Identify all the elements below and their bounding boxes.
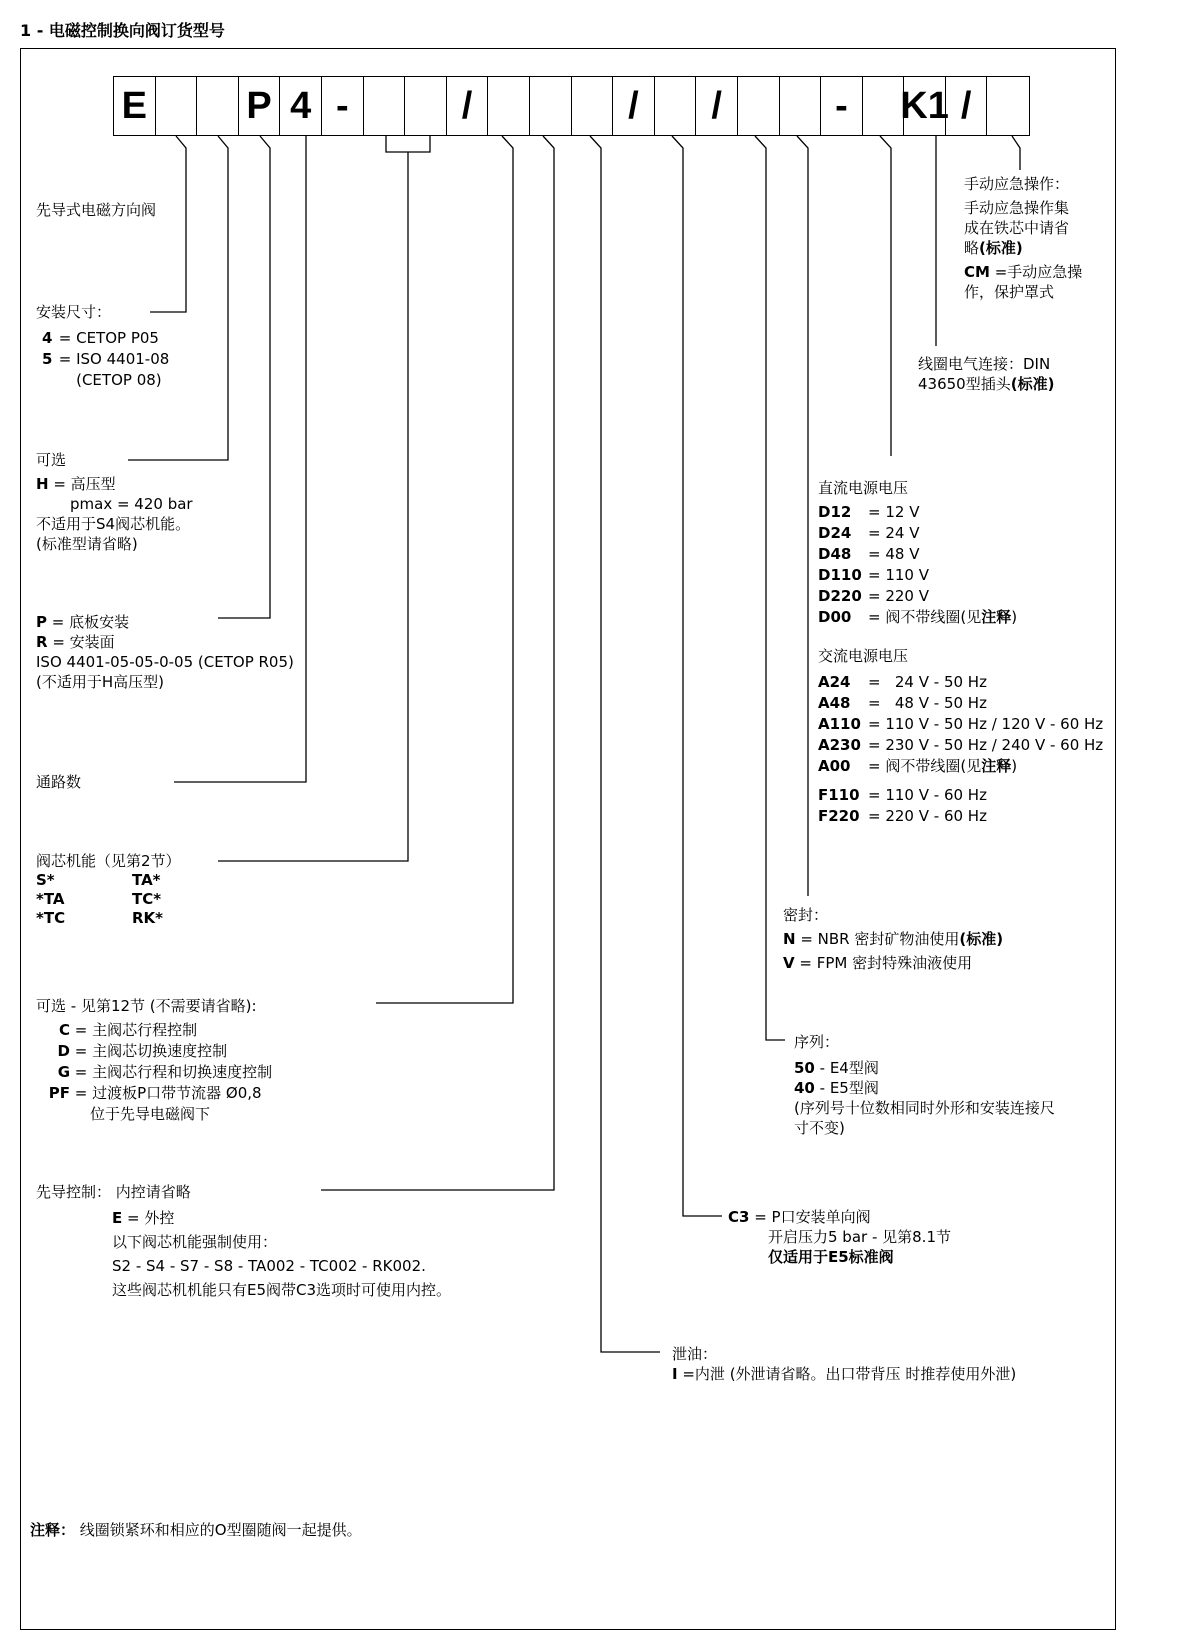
size-code [42,370,54,391]
voltage-text: = 110 V - 60 Hz [868,786,987,804]
size-eq: = [54,329,77,347]
voltage-code: A110 [818,715,861,733]
voltage-row [818,523,1017,544]
spool-code: S* [36,871,55,889]
seal-n-code: N [783,930,796,948]
voltage-row [818,714,1103,735]
option-desc: = 主阀芯行程控制 [70,1021,198,1039]
manual-override-section [964,174,1082,302]
spool-code: RK* [132,909,164,927]
option-code: G [57,1063,70,1081]
code-box: / [946,77,988,135]
leader-optional-h [128,136,228,460]
size-row [42,370,169,391]
mount-iso: ISO 4401-05-05-0-05 (CETOP R05) [36,653,294,671]
voltage-text: = 12 V [868,503,920,521]
manual-cm-code: CM [964,263,990,281]
mount-r-code: R [36,633,48,651]
page-title: 1 - 电磁控制换向阀订货型号 [20,21,225,40]
code-box: - [821,77,863,135]
series-code: 40 [794,1079,815,1097]
voltage-code: A00 [818,757,851,775]
option-desc: = 主阀芯行程和切换速度控制 [70,1063,273,1081]
voltage-value [868,806,987,827]
dc-voltage-section [818,478,1017,628]
voltage-text: = 24 V - 50 Hz [868,673,987,691]
option-desc: = 主阀芯切换速度控制 [70,1042,228,1060]
optional-h-omit: (标准型请省略) [36,535,138,553]
voltage-code: F110 [818,786,860,804]
code-box: E [114,77,156,135]
pilot-control-section [36,1182,451,1300]
coil-section [918,354,1054,394]
voltage-code: A48 [818,694,851,712]
spool-code: *TC [36,909,66,927]
spool-heading: 阀芯机能（见第2节） [36,852,181,870]
footnote-label: 注释： [30,1521,76,1539]
pilot-control-e-code: E [112,1209,123,1227]
size-heading: 安装尺寸： [36,303,112,321]
options-pf-note: 位于先导电磁阀下 [90,1105,211,1123]
spool-row [36,871,192,890]
voltage-row [818,544,1017,565]
leader-pilot-control [321,136,554,1190]
voltage-close: ) [1011,608,1018,626]
spool-table [36,871,192,928]
series-desc: - E4型阀 [814,1059,879,1077]
leader-series [755,136,785,1040]
voltage-value [868,607,1017,628]
size-row [42,328,169,349]
options-section [36,996,272,1124]
code-box: / [447,77,489,135]
leader-drain [590,136,660,1352]
voltage-code: D220 [818,587,862,605]
series-note-1: (序列号十位数相同时外形和安装连接尺 [794,1099,1055,1117]
voltage-code: D24 [818,524,852,542]
option-row [36,1083,272,1104]
seal-n-standard: (标准) [959,930,1004,948]
voltage-text: = 110 V [868,566,929,584]
size-eq: = [54,350,77,368]
voltage-note-ref: 注释 [981,757,1012,775]
seal-n-desc: = NBR 密封矿物油使用 [795,930,960,948]
footnote [30,1520,362,1540]
pilot-control-heading: 先导控制： 内控请省略 [36,1183,191,1201]
c3-only: 仅适用于E5标准阀 [768,1248,894,1266]
voltage-close: ) [1011,757,1018,775]
mount-r-desc: = 安装面 [47,633,115,651]
coil-standard: (标准) [1010,375,1055,393]
voltage-row [818,586,1017,607]
pilot-control-mandatory: 以下阀芯机能强制使用： [112,1233,278,1251]
manual-line-3: 略 [964,239,980,257]
mount-section [36,612,294,692]
drain-desc: =内泄 (外泄请省略。出口带背压 时推荐使用外泄) [677,1365,1017,1383]
voltage-value [868,714,1103,735]
ac-table-f [818,785,987,827]
spool-code: TA* [132,871,161,889]
voltage-value [868,756,1103,777]
footnote-text: 线圈锁紧环和相应的O型圈随阀一起提供。 [75,1521,362,1539]
spool-row [36,909,192,928]
voltage-value [868,523,1017,544]
voltage-text: = 220 V [868,587,929,605]
voltage-text: = 阀不带线圈(见 [868,757,982,775]
code-box: / [696,77,738,135]
voltage-value [868,565,1017,586]
voltage-row [818,607,1017,628]
drain-code: I [672,1365,678,1383]
series-rows [794,1058,1055,1098]
size-section [36,302,169,391]
dc-table [818,502,1017,628]
voltage-value [868,502,1017,523]
size-code: 5 [42,350,53,368]
leader-size [150,136,186,312]
voltage-text: = 48 V [868,545,920,563]
pilot-control-note: 这些阀芯机机能只有E5阀带C3选项时可使用内控。 [112,1281,452,1299]
optional-h-heading: 可选 [36,451,67,469]
voltage-value [868,586,1017,607]
option-row [36,1020,272,1041]
leader-manual [1012,136,1020,170]
coil-line-2: 43650型插头 [918,375,1011,393]
ac-voltage-section [818,646,1103,827]
option-code: PF [48,1084,70,1102]
voltage-code: D12 [818,503,852,521]
size-code: 4 [42,329,53,347]
option-code: D [57,1042,70,1060]
optional-h-code: H [36,475,49,493]
series-section [794,1032,1055,1138]
voltage-value [868,693,1103,714]
voltage-row [818,672,1103,693]
option-row [36,1062,272,1083]
dc-heading: 直流电源电压 [818,479,909,497]
series-note-2: 寸不变) [794,1119,845,1137]
spool-row [36,890,192,909]
manual-line-1: 手动应急操作集 [964,199,1070,217]
voltage-row [818,735,1103,756]
options-heading: 可选 - 见第12节 (不需要请省略): [36,997,257,1015]
code-box: / [613,77,655,135]
mount-p-code: P [36,613,47,631]
manual-line-2: 成在铁芯中请省 [964,219,1070,237]
voltage-text: = 110 V - 50 Hz / 120 V - 60 Hz [868,715,1104,733]
manual-heading: 手动应急操作： [964,175,1070,193]
size-row [42,349,169,370]
pilot-control-e-desc: = 外控 [122,1209,175,1227]
size-table [42,328,169,391]
voltage-text: = 48 V - 50 Hz [868,694,987,712]
voltage-code: D48 [818,545,852,563]
size-value: ISO 4401-08 [76,350,170,368]
code-box: - [322,77,364,135]
series-row [794,1058,1055,1078]
code-box: K1 [904,77,946,135]
c3-code: C3 [728,1208,750,1226]
c3-section [728,1207,951,1267]
voltage-row [818,565,1017,586]
series-heading: 序列： [794,1033,840,1051]
pilot-control-spools: S2 - S4 - S7 - S8 - TA002 - TC002 - RK002. [112,1257,426,1275]
manual-cm-line-2: 作，保护罩式 [964,283,1055,301]
size-value: (CETOP 08) [76,371,162,389]
series-code: 50 [794,1059,815,1077]
spool-section [36,851,192,928]
code-box: 4 [280,77,322,135]
drain-section [672,1344,1016,1384]
manual-standard: (标准) [979,239,1023,257]
coil-line-1: 线圈电气连接：DIN [918,355,1051,373]
voltage-code: A24 [818,673,851,691]
voltage-row [818,785,987,806]
seal-v-desc: = FPM 密封特殊油液使用 [794,954,973,972]
ac-heading: 交流电源电压 [818,647,909,665]
voltage-value [868,735,1103,756]
voltage-row [818,502,1017,523]
voltage-text: = 阀不带线圈(见 [868,608,982,626]
voltage-row [818,806,987,827]
option-code: C [58,1021,70,1039]
voltage-text: = 24 V [868,524,920,542]
option-desc: = 过渡板P口带节流器 Ø0,8 [70,1084,262,1102]
voltage-code: D00 [818,608,852,626]
seal-v-code: V [783,954,795,972]
spool-code: TC* [132,890,162,908]
size-eq [54,370,76,391]
voltage-value [868,544,1017,565]
mount-p-desc: = 底板安装 [47,613,130,631]
voltage-text: = 230 V - 50 Hz / 240 V - 60 Hz [868,736,1104,754]
voltage-row [818,693,1103,714]
code-box: P [239,77,281,135]
leader-spool [218,136,430,861]
series-row [794,1078,1055,1098]
mount-note: (不适用于H高压型) [36,673,164,691]
voltage-row [818,756,1103,777]
ways-label: 通路数 [36,773,82,791]
leader-mount [218,136,270,618]
spool-code: *TA [36,890,65,908]
c3-desc: = P口安装单向阀 [749,1208,871,1226]
optional-h-note: 不适用于S4阀芯机能。 [36,515,191,533]
optional-h-pmax: pmax = 420 bar [70,495,193,513]
series-desc: - E5型阀 [814,1079,879,1097]
seals-section [783,905,1003,973]
voltage-code: F220 [818,807,860,825]
voltage-value [868,672,1103,693]
leader-options [376,136,513,1003]
c3-pressure: 开启压力5 bar - 见第8.1节 [768,1228,951,1246]
voltage-code: A230 [818,736,861,754]
ac-table [818,672,1103,777]
optional-h-desc: = 高压型 [48,475,116,493]
seals-heading: 密封： [783,906,829,924]
pilot-label: 先导式电磁方向阀 [36,201,157,219]
leader-c3 [672,136,722,1216]
leader-voltage [880,136,891,456]
option-row [36,1041,272,1062]
voltage-text: = 220 V - 60 Hz [868,807,987,825]
options-table [36,1020,272,1104]
drain-heading: 泄油： [672,1345,718,1363]
voltage-value [868,785,987,806]
optional-h-section [36,450,193,554]
manual-cm-desc: =手动应急操 [989,263,1083,281]
leader-seals [797,136,808,896]
size-value: CETOP P05 [76,329,159,347]
voltage-note-ref: 注释 [981,608,1012,626]
voltage-code: D110 [818,566,862,584]
